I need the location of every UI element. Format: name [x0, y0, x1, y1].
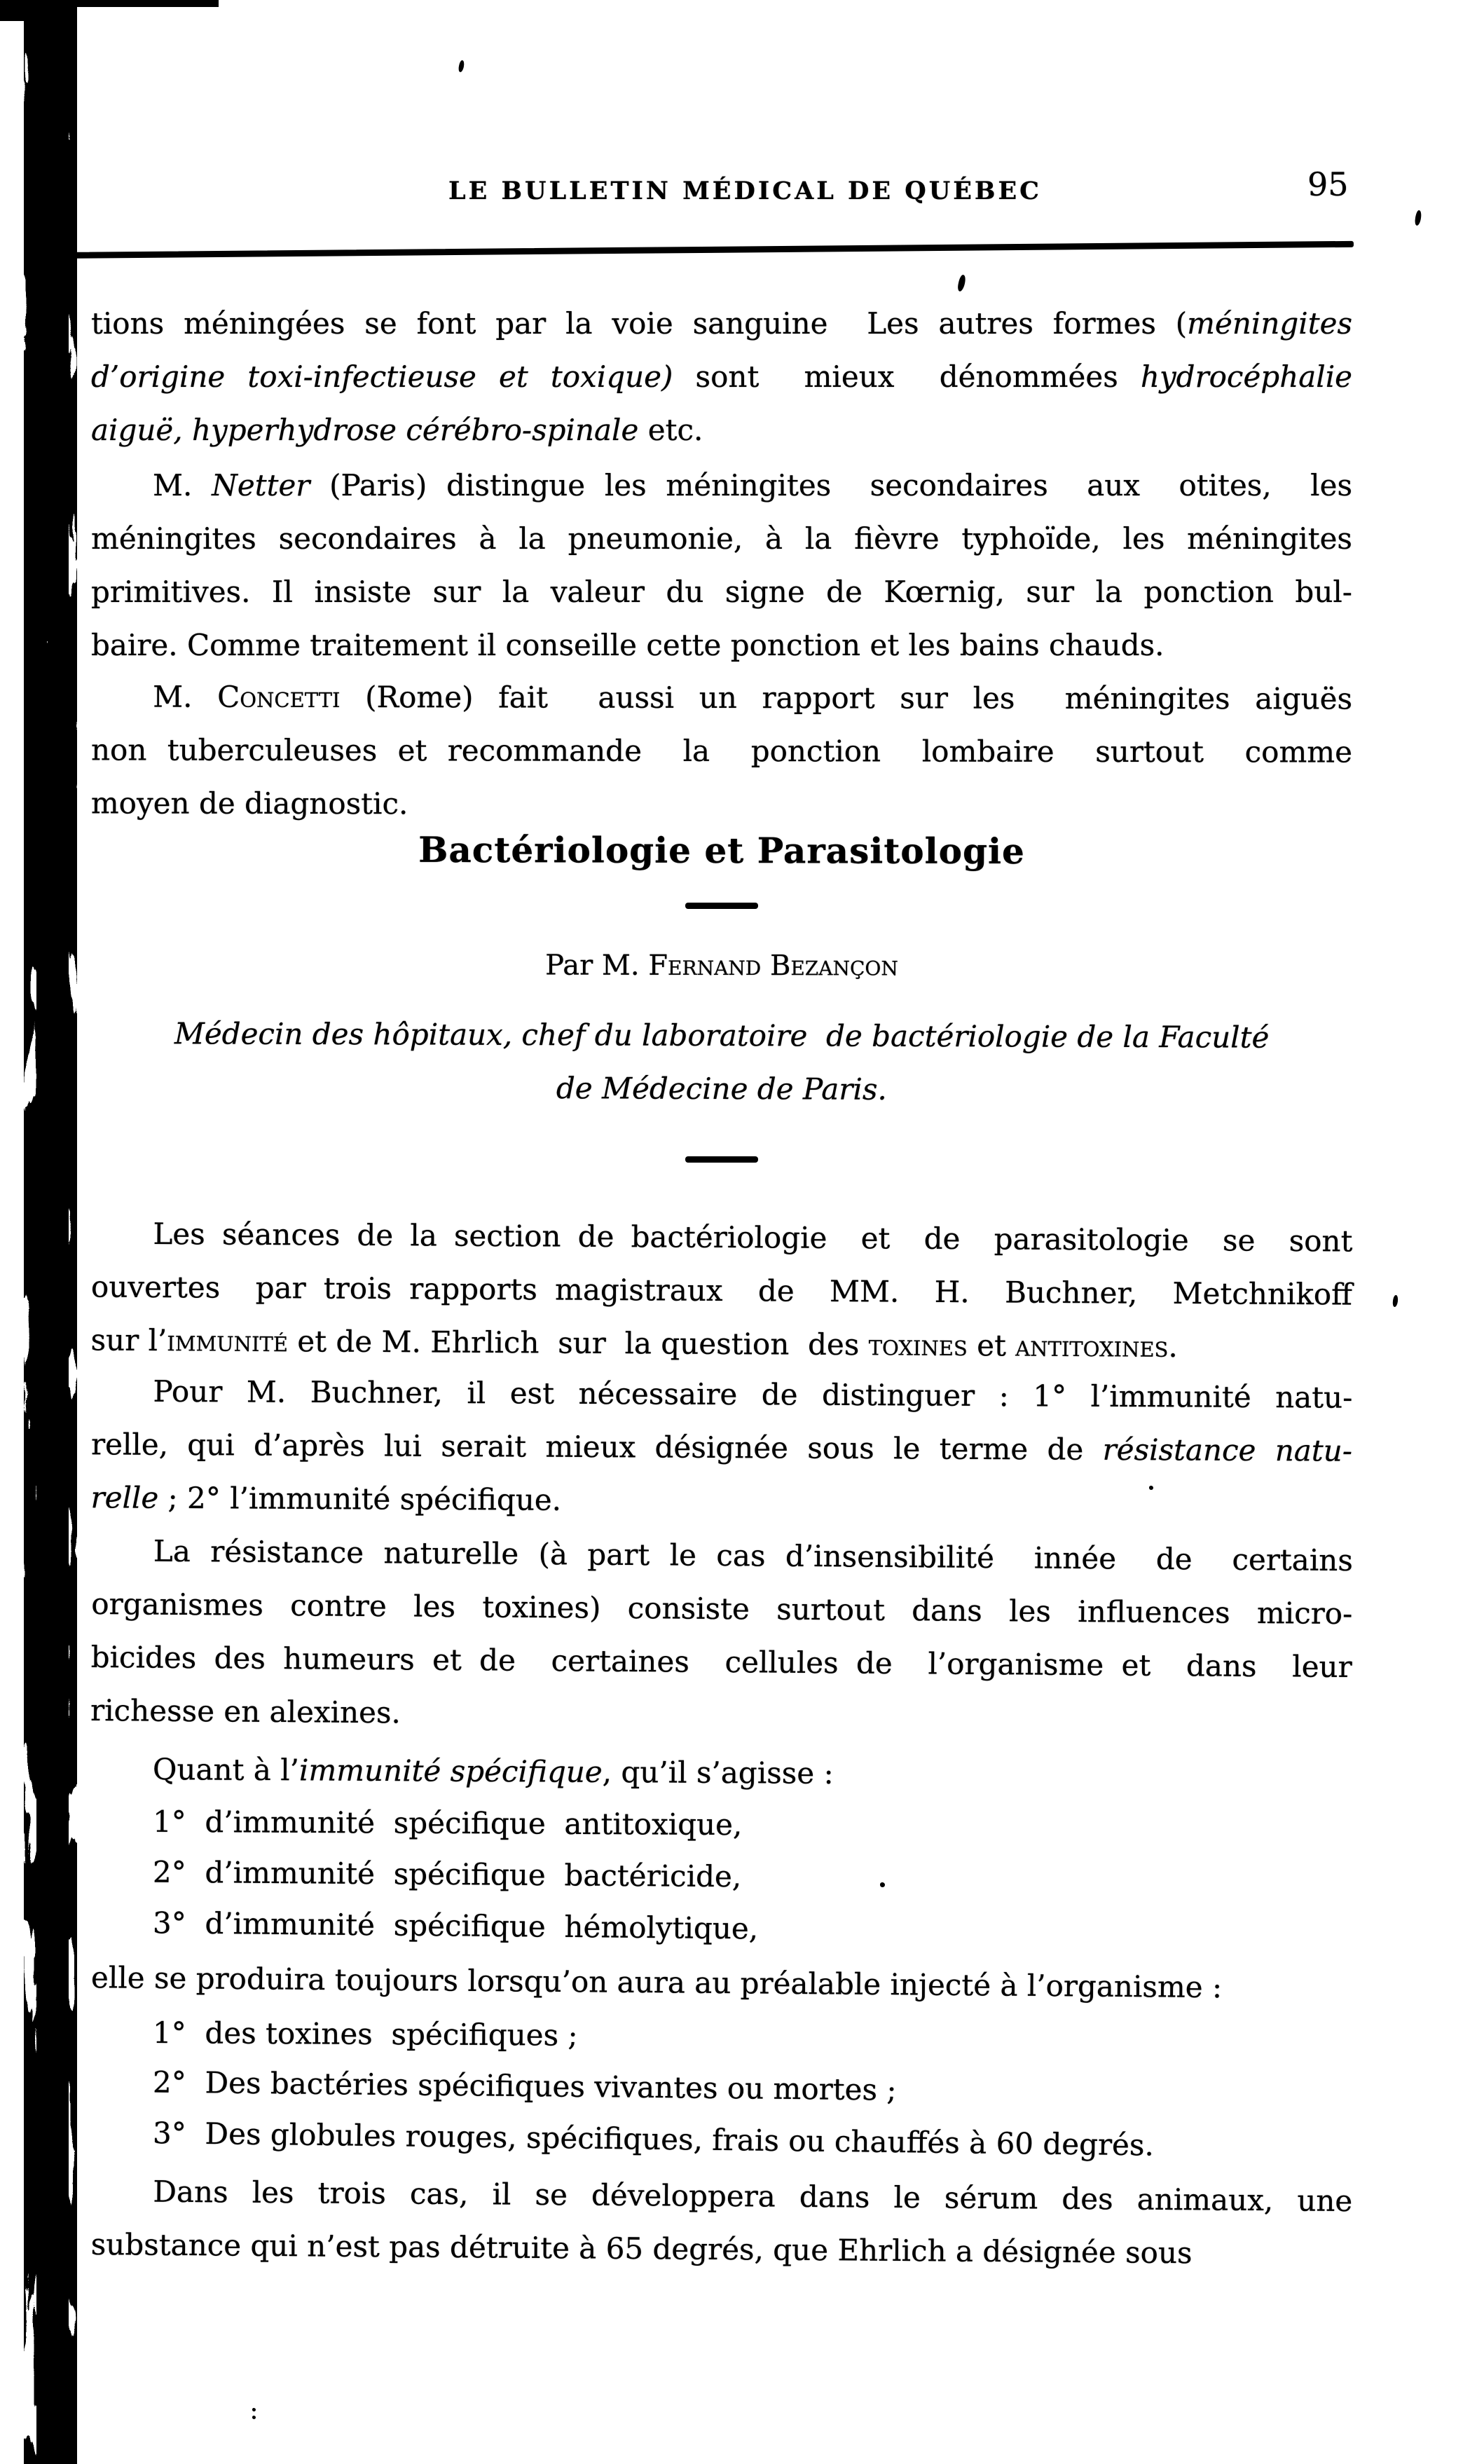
text-line	[91, 1207, 1352, 1268]
text-segment: elle se produira toujours lorsqu’on aura au préalable injecté à l’organisme :	[90, 1960, 1223, 2005]
ink-speck	[956, 274, 967, 292]
text-line	[91, 1743, 1352, 1804]
text-segment: 1° d’immunité spécifique antitoxique,	[152, 1804, 743, 1842]
text-segment: 3° Des globules rouges, spécifiques, frais ou chauffés à 60 degrés.	[152, 2116, 1155, 2163]
ink-speck	[1392, 1295, 1399, 1308]
text-line	[91, 723, 1352, 779]
text-segment: tions méningées se font par la voie sanguine Les autres formes (	[91, 306, 1188, 341]
text-segment: sur l’	[90, 1322, 167, 1358]
text-segment: 2° Des bactéries spécifiques vivantes ou mortes ;	[152, 2065, 897, 2107]
scan-corner-block	[31, 0, 74, 67]
para	[91, 670, 1352, 832]
text-segment: ; 2° l’immunité spécifique.	[158, 1480, 562, 1517]
text-segment: richesse en alexines.	[90, 1692, 401, 1730]
text-segment: baire. Comme traitement il conseille cette ponction et les bains chauds.	[91, 628, 1164, 662]
para	[91, 459, 1352, 672]
ink-speck	[458, 60, 465, 72]
text-segment: sont mieux dénommées	[673, 360, 1141, 394]
text-segment: Concetti	[217, 679, 341, 715]
text-segment: relle, qui d’après lui serait mieux désignée sous le terme de	[90, 1427, 1103, 1467]
text-segment: primitives. Il insiste sur la valeur du signe de Kœrnig, sur la ponction bul-	[91, 575, 1352, 609]
byline	[91, 946, 1352, 985]
text-line	[91, 297, 1352, 350]
text-segment: La résistance naturelle (à part le cas d’insensibilité innée de certains	[153, 1533, 1354, 1578]
text-segment: (Paris) distingue les méningites secondaires aux otites, les	[310, 468, 1352, 502]
text-segment: aiguë, hyperhydrose cérébro-spinale	[91, 413, 639, 447]
para	[91, 1795, 1352, 1854]
text-segment: .	[1168, 1329, 1179, 1364]
ink-speck	[252, 2408, 256, 2411]
page-number: 95	[1307, 165, 1349, 203]
separator-rule	[685, 903, 758, 909]
ink-speck	[1414, 210, 1422, 226]
text-segment: , qu’il s’agisse :	[602, 1754, 834, 1791]
text-segment: non tuberculeuses et recommande la ponction lombaire surtout comme	[90, 732, 1353, 769]
text-segment: et de M. Ehrlich sur la question des	[287, 1324, 869, 1362]
text-segment: Netter	[212, 468, 310, 502]
text-line	[91, 776, 1352, 832]
scan-noise-band	[0, 0, 91, 2464]
text-segment: etc.	[638, 413, 703, 447]
para	[90, 1364, 1352, 1531]
text-segment: Dans les trois cas, il se développera dans le sérum des animaux, une	[153, 2174, 1353, 2219]
text-line	[91, 404, 1352, 457]
text-line	[92, 1524, 1354, 1587]
text-segment: relle	[90, 1480, 159, 1515]
text-line	[91, 1577, 1353, 1641]
text-line	[90, 1631, 1352, 1694]
text-segment: 3° d’immunité spécifique hémolytique,	[152, 1905, 759, 1946]
para	[90, 1207, 1352, 1375]
text-line	[91, 566, 1352, 619]
text-line	[91, 350, 1352, 404]
text-segment: substance qui n’est pas détruite à 65 degrés, que Ehrlich a désignée sous	[90, 2226, 1193, 2271]
text-segment: et	[967, 1328, 1016, 1363]
text-segment: ouvertes par trois rapports magistraux de MM. H. Buchner, Metchnikoff	[90, 1269, 1353, 1312]
text-line	[91, 459, 1352, 512]
para	[91, 297, 1352, 457]
separator-rule	[685, 1156, 758, 1163]
text-segment: méningites secondaires à la pneumonie, à la fièvre typhoïde, les méningites	[91, 521, 1352, 556]
para	[91, 1951, 1353, 2015]
text-segment: d’origine toxi-infectieuse et toxique)	[91, 360, 673, 394]
text-line	[90, 1684, 1352, 1747]
para	[91, 1743, 1352, 1804]
text-line	[91, 1007, 1352, 1065]
ink-speck	[53, 2318, 60, 2325]
text-line	[91, 670, 1352, 725]
text-line	[90, 1471, 1352, 1531]
heading: Bactériologie et Parasitologie	[418, 828, 1025, 872]
text-segment: immunité	[167, 1323, 289, 1359]
text-segment: méningites	[1187, 306, 1352, 341]
text-segment: organismes contre les toxines) consiste surtout dans les influences micro-	[91, 1586, 1353, 1631]
text-line	[91, 619, 1352, 672]
text-segment: M.	[153, 679, 218, 714]
text-segment: Par M.	[545, 949, 649, 982]
text-segment: Quant à l’	[152, 1752, 300, 1788]
para	[90, 1524, 1353, 1747]
text-line	[91, 1418, 1352, 1477]
text-segment: hydrocéphalie	[1140, 360, 1353, 394]
text-segment: immunité spécifique	[298, 1753, 603, 1789]
text-segment: M.	[153, 468, 212, 502]
text-segment: résistance natu-	[1102, 1432, 1353, 1468]
text-segment: bicides des humeurs et de certaines cellules de l’organisme et dans leur	[90, 1639, 1352, 1685]
text-segment: de Médecine de Paris.	[556, 1071, 887, 1107]
text-line	[90, 2218, 1352, 2281]
text-segment: antitoxines	[1015, 1328, 1169, 1364]
text-line	[91, 1896, 1353, 1961]
para	[90, 2165, 1352, 2281]
text-line	[91, 2165, 1353, 2228]
text-line	[91, 512, 1352, 566]
text-line	[91, 1364, 1352, 1424]
text-line	[91, 1060, 1352, 1118]
text-segment: Pour M. Buchner, il est nécessaire de distinguer : 1° l’immunité natu-	[153, 1374, 1353, 1415]
journal-title: LE BULLETIN MÉDICAL DE QUÉBEC	[448, 177, 1043, 205]
para	[91, 1896, 1353, 1961]
text-line	[91, 1951, 1353, 2015]
text-segment: (Rome) fait aussi un rapport sur les méningites aiguës	[340, 680, 1353, 716]
text-segment: toxines	[868, 1327, 968, 1363]
text-segment: Médecin des hôpitaux, chef du laboratoire de bactériologie de la Faculté	[174, 1016, 1270, 1055]
text-segment: 2° d’immunité spécifique bactéricide,	[152, 1854, 742, 1894]
text-line	[91, 1261, 1352, 1322]
text-segment: 1° des toxines spécifiques ;	[152, 2015, 578, 2053]
text-segment: Les séances de la section de bactériologie et de parasitologie se sont	[153, 1217, 1353, 1259]
text-segment: Fernand Bezançon	[648, 949, 898, 983]
text-segment: moyen de diagnostic.	[90, 786, 408, 821]
header-rule	[42, 241, 1354, 259]
text-line	[91, 1795, 1352, 1854]
affiliation	[91, 1007, 1353, 1118]
